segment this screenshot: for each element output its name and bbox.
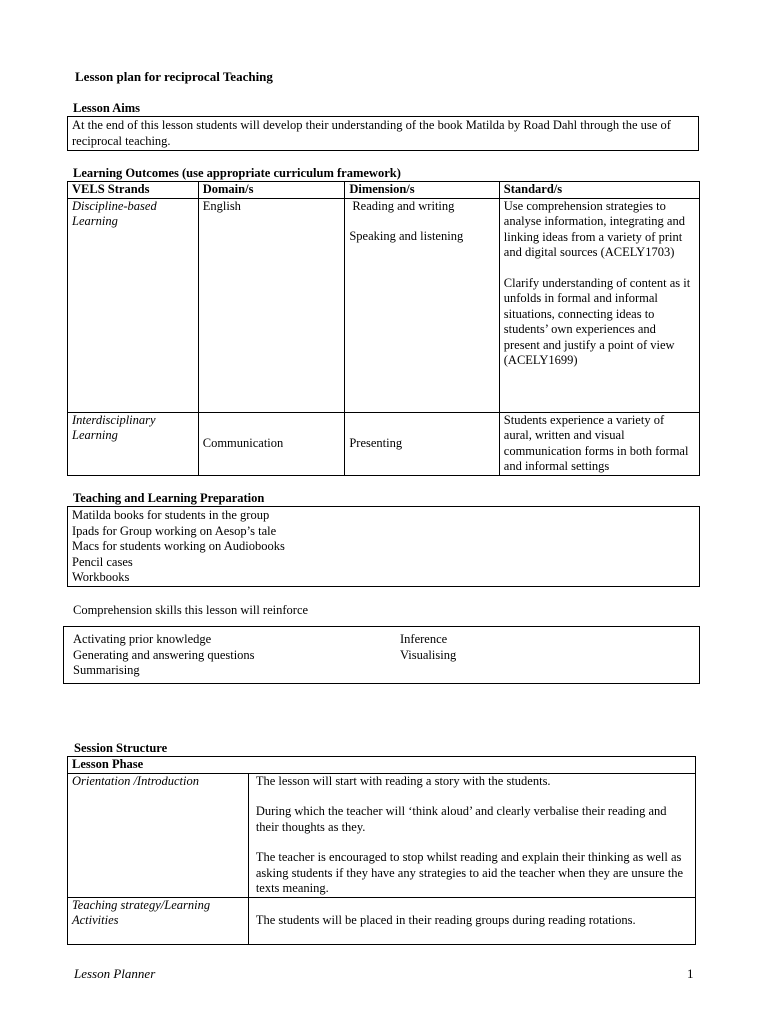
aims-box — [67, 116, 699, 151]
table-row — [68, 773, 696, 897]
list-item: Summarising — [73, 663, 140, 677]
list-item: Workbooks — [72, 570, 130, 584]
phase-text: Teaching strategy/Learning Activities — [72, 897, 211, 927]
comprehension-heading: Comprehension skills this lesson will reinforce — [73, 603, 309, 617]
phase-cell — [68, 773, 249, 897]
col-header-domain: Domain/s — [198, 182, 345, 199]
paragraph: The students will be placed in their reading groups during reading rotations. — [255, 912, 636, 927]
preparation-heading: Teaching and Learning Preparation — [73, 491, 265, 505]
dimension-cell — [345, 198, 499, 412]
session-table — [67, 756, 696, 945]
comprehension-right-list — [400, 632, 456, 663]
preparation-box — [67, 506, 700, 587]
outcomes-header-row — [68, 182, 700, 199]
aims-heading: Lesson Aims — [73, 101, 141, 115]
domain-text: English — [202, 198, 241, 213]
list-item: Macs for students working on Audiobooks — [72, 539, 285, 553]
list-item: Pencil cases — [72, 554, 133, 569]
col-header-strands: VELS Strands — [68, 182, 199, 199]
list-item: Inference — [400, 632, 448, 646]
phase-header: Lesson Phase — [68, 757, 696, 774]
list-item: Generating and answering questions — [73, 647, 255, 662]
phase-description-cell — [248, 897, 695, 944]
page-number: 1 — [687, 966, 694, 981]
dimension-text: Reading and writing — [352, 198, 455, 213]
comprehension-box — [63, 626, 700, 684]
dimension-cell — [345, 412, 499, 475]
footer-label: Lesson Planner — [74, 966, 156, 981]
session-header-row — [68, 757, 696, 774]
list-item: Activating prior knowledge — [73, 632, 212, 646]
comprehension-left-list — [73, 632, 255, 679]
outcomes-table — [67, 181, 700, 476]
standard-text: Students experience a variety of aural, written and visual communication forms in both formal and informal settings — [503, 412, 689, 473]
dimension-text: Speaking and listening — [349, 229, 464, 243]
table-row — [68, 198, 700, 412]
domain-text: Communication — [202, 435, 284, 450]
paragraph: During which the teacher will ‘think aloud’ and clearly verbalise their reading and their thoughts as they. — [255, 804, 667, 834]
strand-cell — [68, 412, 199, 475]
paragraph: The lesson will start with reading a story with the students. — [255, 773, 551, 788]
outcomes-heading: Learning Outcomes (use appropriate curriculum framework) — [73, 166, 401, 180]
dimension-text: Presenting — [349, 435, 403, 450]
session-heading: Session Structure — [74, 741, 168, 755]
col-header-dimension: Dimension/s — [345, 182, 499, 199]
phase-cell — [68, 897, 249, 944]
table-row — [68, 897, 696, 944]
phase-text: Orientation /Introduction — [72, 773, 199, 788]
strand-cell — [68, 198, 199, 412]
list-item: Visualising — [400, 647, 457, 662]
standard-cell — [499, 198, 699, 412]
domain-cell — [198, 412, 345, 475]
phase-description-cell — [248, 773, 695, 897]
col-header-standard: Standard/s — [499, 182, 699, 199]
paragraph: The teacher is encouraged to stop whilst reading and explain their thinking as well as asking students if they have any strategies to aid the teacher when they are unsure the texts meaning. — [255, 850, 684, 895]
list-item: Matilda books for students in the group — [72, 508, 270, 522]
list-item: Ipads for Group working on Aesop’s tale — [72, 523, 277, 538]
page-title: Lesson plan for reciprocal Teaching — [75, 69, 273, 84]
table-row — [68, 412, 700, 475]
standard-cell — [499, 412, 699, 475]
strand-text: Interdisciplinary Learning — [72, 412, 156, 442]
strand-text: Discipline-based Learning — [72, 198, 157, 228]
aims-text: At the end of this lesson students will develop their understanding of the book Matilda by Road Dahl through the use of reciprocal teaching. — [72, 118, 671, 148]
domain-cell — [198, 198, 345, 412]
standard-text: Clarify understanding of content as it unfolds in formal and informal situations, connecting ideas to students’ own experiences and present and justify a point of view (ACELY1699) — [503, 275, 691, 367]
standard-text: Use comprehension strategies to analyse information, integrating and linking ideas from a variety of print and digital sources (ACELY1703) — [503, 198, 685, 259]
